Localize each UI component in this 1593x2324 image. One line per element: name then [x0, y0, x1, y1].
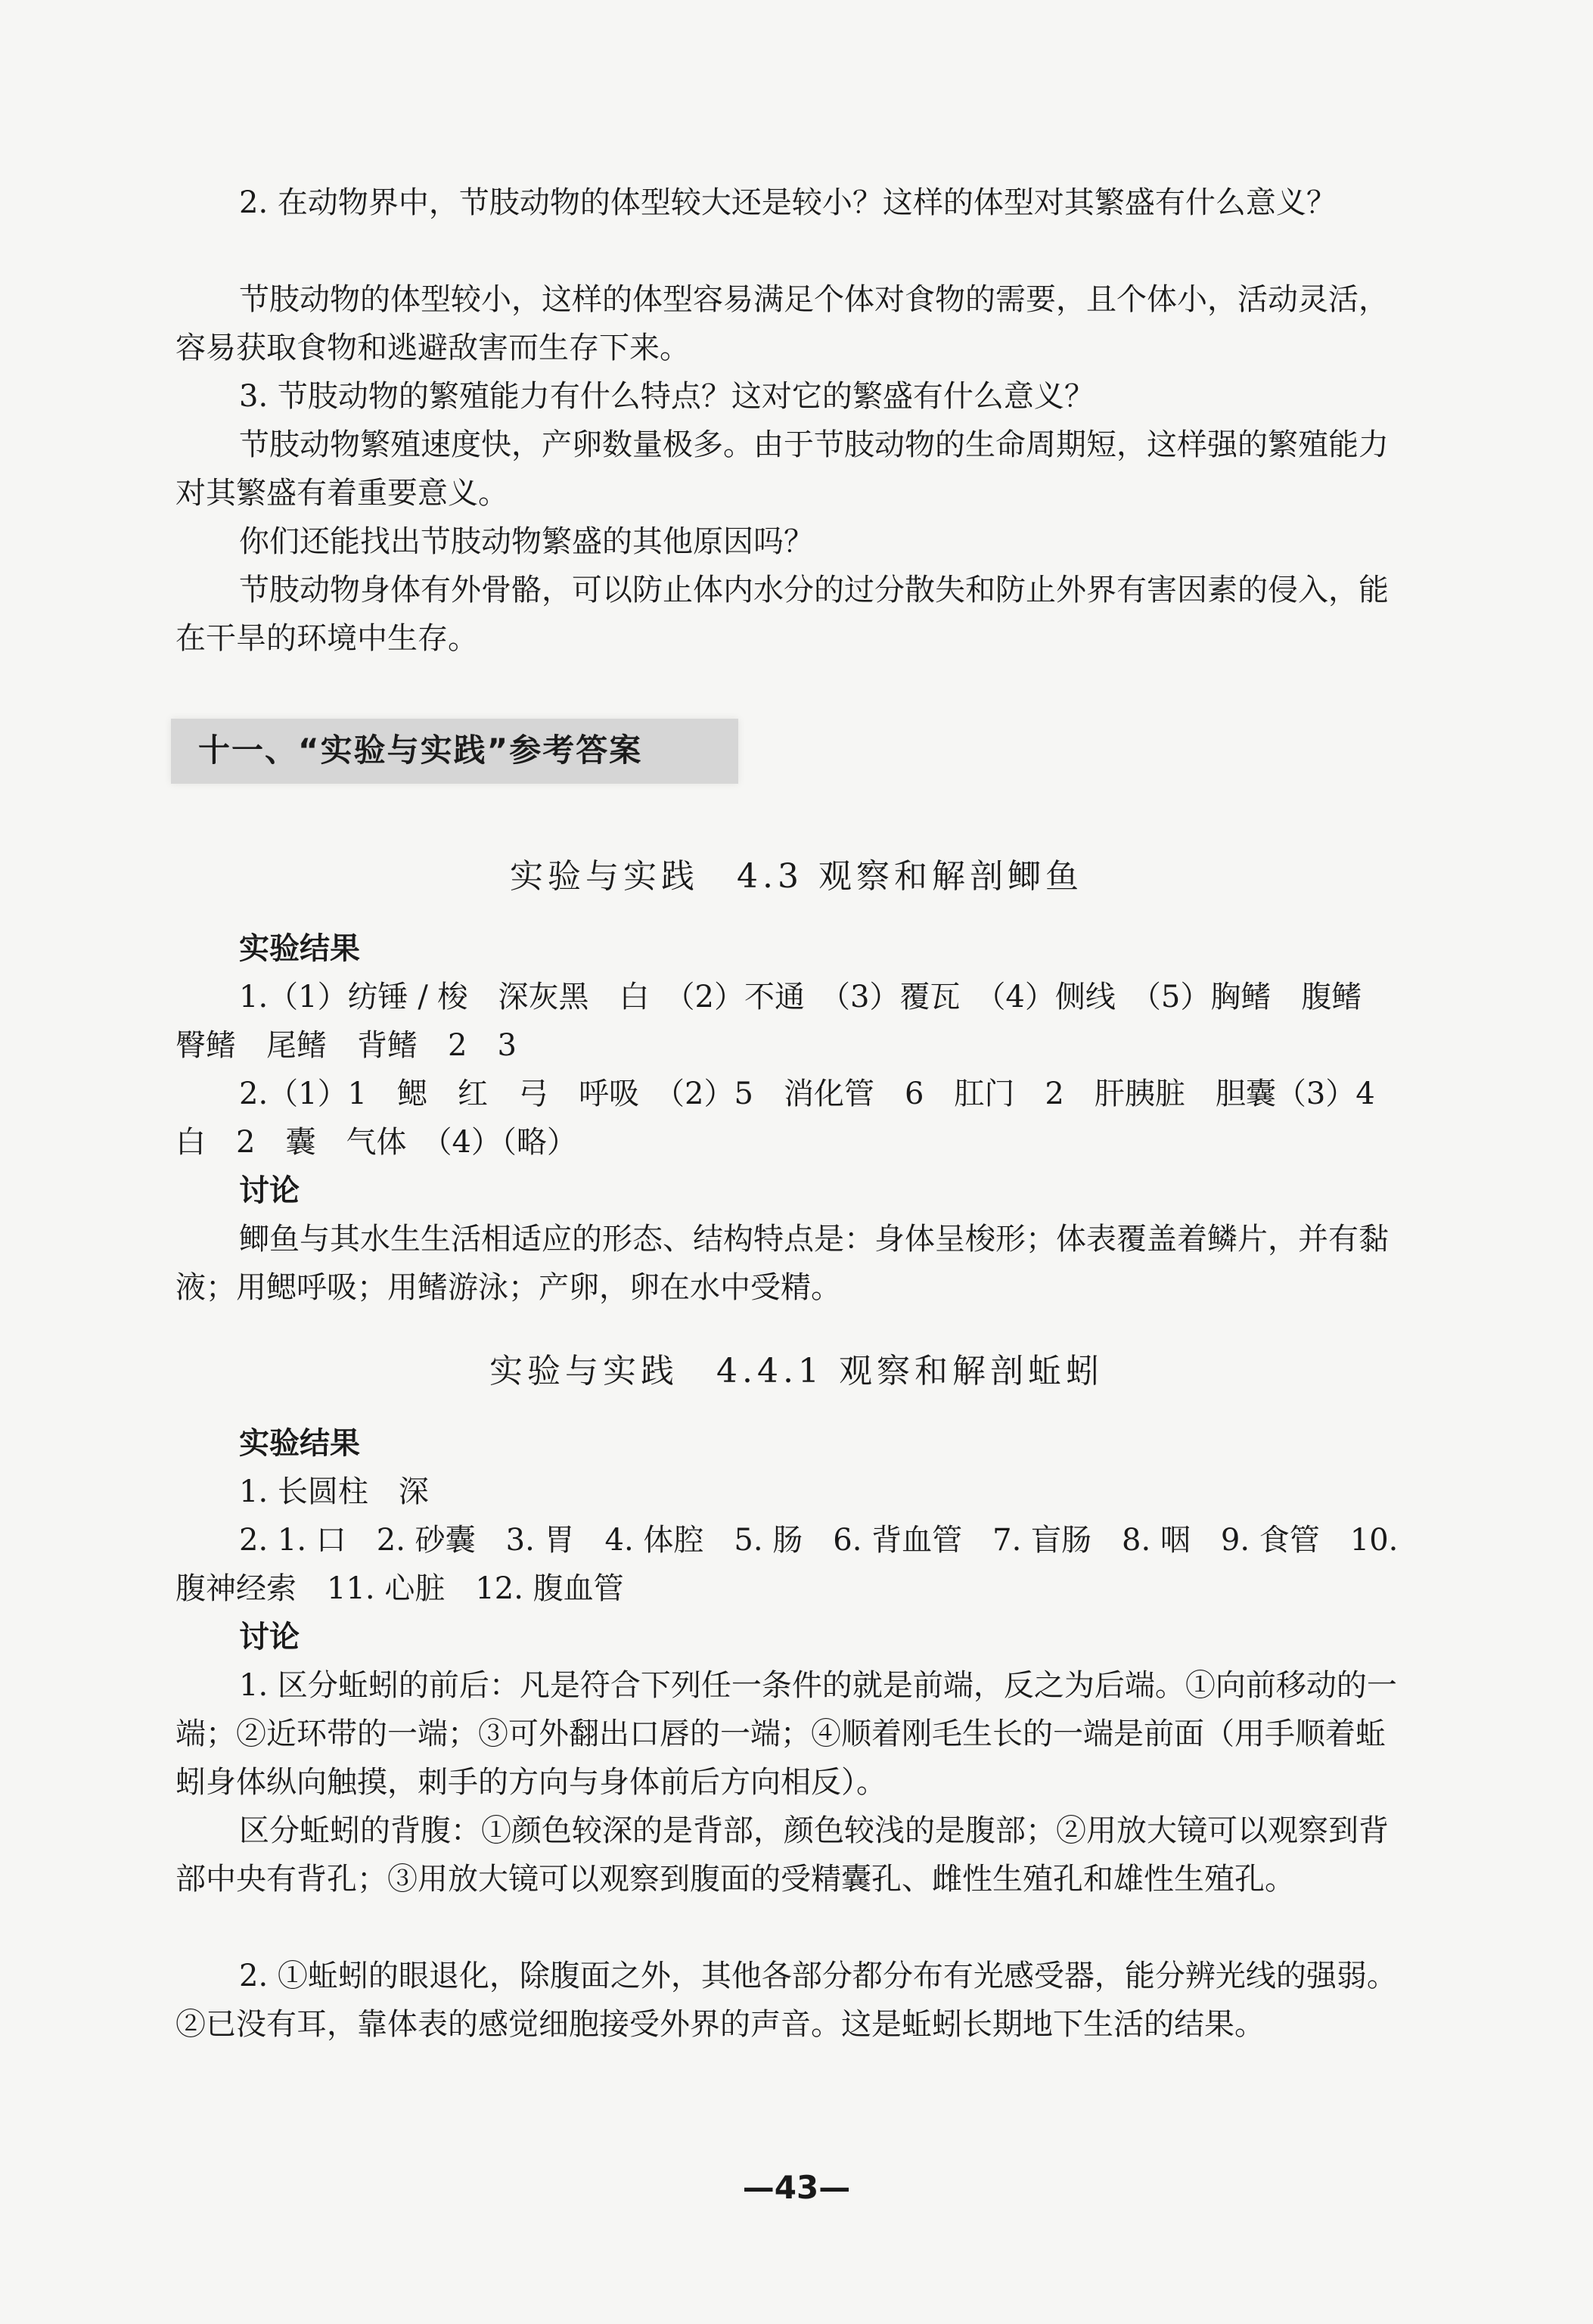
section-heading: 十一、“实验与实践”参考答案 — [198, 732, 643, 769]
results-heading-fish: 实验结果 — [239, 931, 360, 966]
discussion-heading-fish: 讨论 — [239, 1173, 300, 1208]
experiment-title-earthworm: 实验与实践 4.4.1 观察和解剖蚯蚓 — [489, 1352, 1104, 1390]
q3-question: 3. 节肢动物的繁殖能力有什么特点？这对它的繁盛有什么意义？ — [239, 379, 1095, 414]
fish-result-2: 2.（1）1 鳃 红 弓 呼吸 （2）5 消化管 6 肛门 2 肝胰脏 胆囊（3）4 白 2 囊 气体 （4）（略） — [175, 1077, 1405, 1160]
q4-answer: 节肢动物身体有外骨骼，可以防止体内水分的过分散失和防止外界有害因素的侵入，能在干旱的环境中生存。 — [175, 573, 1389, 656]
page-number: —43— — [742, 2169, 851, 2206]
earthworm-result-1: 1. 长圆柱 深 — [239, 1474, 429, 1509]
earthworm-result-2: 2. 1. 口 2. 砂囊 3. 胃 4. 体腔 5. 肠 6. 背血管 7. 盲肠 8. 咽 9. 食管 10. 腹神经索 11. 心脏 12. 腹血管 — [175, 1523, 1408, 1606]
q2-answer: 节肢动物的体型较小，这样的体型容易满足个体对食物的需要，且个体小，活动灵活，容易获取食物和逃避敌害而生存下来。 — [175, 282, 1389, 365]
q3-answer: 节肢动物繁殖速度快，产卵数量极多。由于节肢动物的生命周期短，这样强的繁殖能力对其繁盛有着重要意义。 — [175, 427, 1389, 511]
earthworm-discussion-3: 2. ①蚯蚓的眼退化，除腹面之外，其他各部分都分布有光感受器，能分辨光线的强弱。②已没有耳，靠体表的感觉细胞接受外界的声音。这是蚯蚓长期地下生活的结果。 — [175, 1959, 1397, 2042]
fish-discussion: 鲫鱼与其水生生活相适应的形态、结构特点是：身体呈梭形；体表覆盖着鳞片，并有黏液；用鳃呼吸；用鳍游泳；产卵，卵在水中受精。 — [175, 1222, 1389, 1305]
q4-question: 你们还能找出节肢动物繁盛的其他原因吗？ — [239, 524, 814, 559]
experiment-title-fish: 实验与实践 4.3 观察和解剖鲫鱼 — [510, 857, 1083, 896]
discussion-heading-earthworm: 讨论 — [239, 1620, 300, 1654]
q2-question: 2. 在动物界中，节肢动物的体型较大还是较小？这样的体型对其繁盛有什么意义？ — [239, 185, 1337, 220]
earthworm-discussion-2: 区分蚯蚓的背腹：①颜色较深的是背部，颜色较浅的是腹部；②用放大镜可以观察到背部中央有背孔；③用放大镜可以观察到腹面的受精囊孔、雌性生殖孔和雄性生殖孔。 — [175, 1813, 1389, 1897]
results-heading-earthworm: 实验结果 — [239, 1426, 360, 1461]
fish-result-1: 1.（1）纺锤 / 梭 深灰黑 白 （2）不通 （3）覆瓦 （4）侧线 （5）胸鳍 腹鳍 臀鳍 尾鳍 背鳍 2 3 — [175, 980, 1393, 1063]
earthworm-discussion-1: 1. 区分蚯蚓的前后：凡是符合下列任一条件的就是前端，反之为后端。①向前移动的一端；②近环带的一端；③可外翻出口唇的一端；④顺着刚毛生长的一端是前面（用手顺着蚯蚓身体纵向触摸，刺手的方向与身体前后方向相反）。 — [175, 1668, 1397, 1800]
